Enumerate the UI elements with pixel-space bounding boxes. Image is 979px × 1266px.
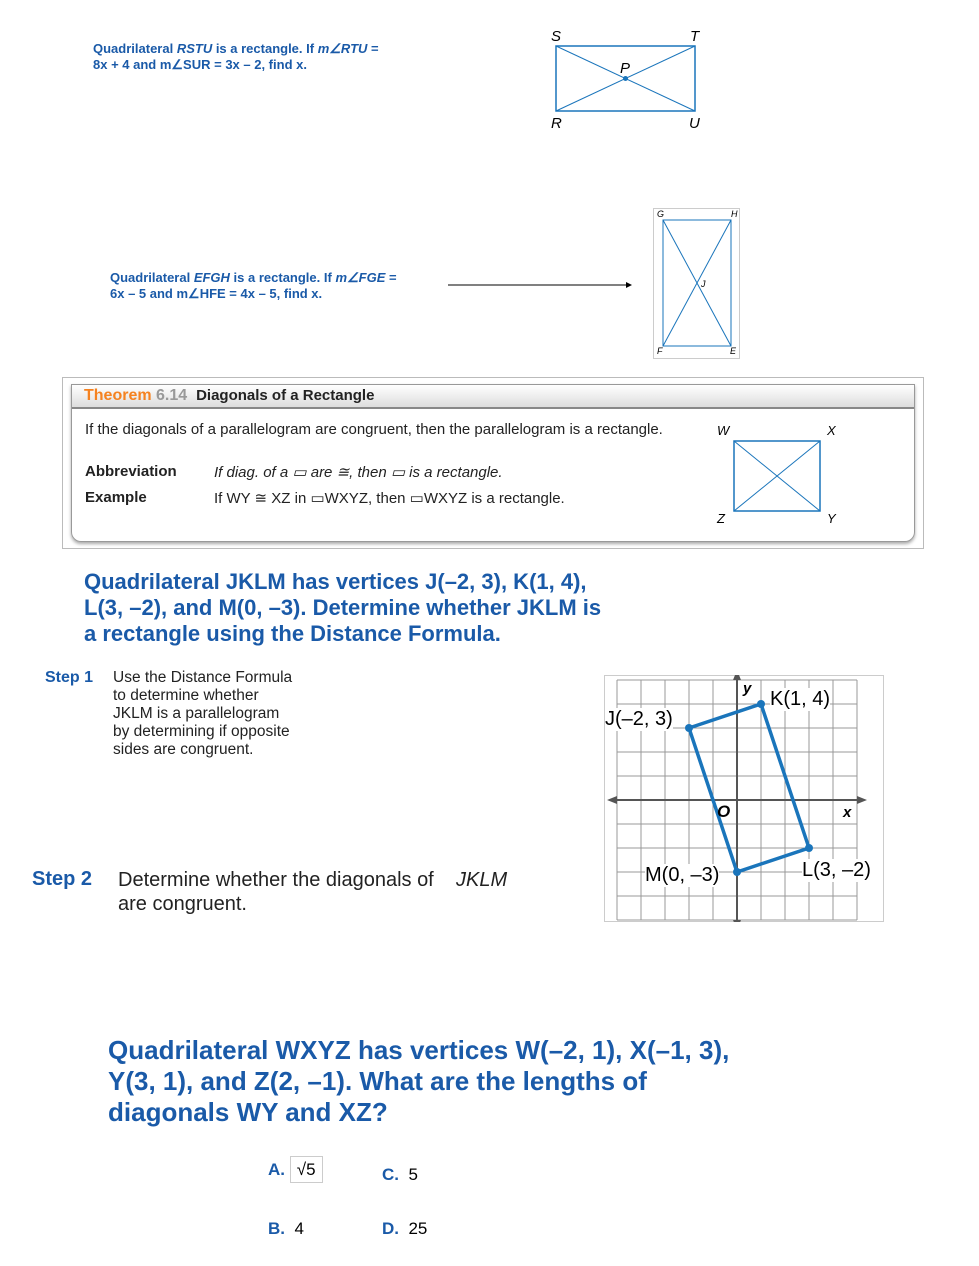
label-r: R <box>551 115 562 132</box>
choice-d[interactable] <box>382 1219 427 1239</box>
t: Abbreviation <box>85 463 177 480</box>
t: Quadrilateral <box>93 41 177 56</box>
t: C. <box>382 1165 399 1184</box>
t: Determine whether the diagonals of <box>118 869 434 891</box>
choice-b[interactable] <box>268 1219 304 1239</box>
t: 25 <box>408 1219 428 1238</box>
label-y: Y <box>827 511 836 526</box>
arrow-left <box>607 796 617 804</box>
theorem-statement: If the diagonals of a parallelogram are congruent, then the parallelogram is a rectangle. <box>85 421 663 438</box>
theorem-title: Diagonals of a Rectangle <box>196 387 375 404</box>
label-h: H <box>731 209 738 219</box>
t: A. <box>268 1160 285 1179</box>
arrow <box>448 280 633 290</box>
point-label-l: L(3, –2) <box>802 859 871 881</box>
quadrilateral-jklm <box>689 704 809 872</box>
t: If WY ≅ XZ in ▭WXYZ, then ▭WXYZ is a rectangle. <box>214 490 565 507</box>
vertex-j <box>685 724 693 732</box>
t: If diag. of a ▭ are ≅, then ▭ is a rectangle. <box>214 464 503 481</box>
step2-text <box>118 868 507 916</box>
choice-a[interactable] <box>268 1160 323 1180</box>
vertex-k <box>757 700 765 708</box>
t: JKLM <box>455 869 508 891</box>
t: Y(3, 1), and Z(2, –1). What are the lengths of <box>108 1066 647 1096</box>
t: diagonals WY and XZ? <box>108 1097 388 1127</box>
t: Theorem <box>84 387 152 404</box>
t: is a rectangle. If <box>229 270 336 285</box>
label-w: W <box>717 423 730 438</box>
vertex-m <box>733 868 741 876</box>
problem3-text <box>84 569 601 647</box>
point-label-j: J(–2, 3) <box>605 708 673 730</box>
t: Example <box>85 489 147 506</box>
arrow-right <box>857 796 867 804</box>
vertex-l <box>805 844 813 852</box>
t: 4 <box>294 1219 304 1238</box>
t: L(3, –2), and M(0, –3). Determine whether JKLM is <box>84 595 602 620</box>
step1-text: Use the Distance Formula to determine whether JKLM is a parallelogram by determining if opposite sides are congruent. <box>113 669 293 758</box>
x-axis-label: x <box>843 804 852 821</box>
point-label-k: K(1, 4) <box>770 688 831 710</box>
t: are congruent. <box>118 893 247 915</box>
t: is a rectangle. If <box>212 41 318 56</box>
label-f: F <box>657 346 663 356</box>
t: = <box>367 41 379 56</box>
rectangle-wxyz-figure <box>733 440 823 515</box>
label-t: T <box>690 28 700 45</box>
theorem-header <box>72 385 914 409</box>
rectangle-efgh-figure <box>653 208 741 360</box>
label-j: J <box>701 279 706 289</box>
t: 6.14 <box>156 387 188 404</box>
y-axis-label: y <box>743 680 752 697</box>
t: Quadrilateral <box>110 270 194 285</box>
label-p: P <box>620 60 631 77</box>
arrow-down <box>733 920 741 922</box>
t: 5 <box>408 1165 418 1184</box>
theorem-box <box>62 377 924 549</box>
t: Quadrilateral WXYZ has vertices W(–2, 1), X(–1, 3), <box>108 1035 730 1065</box>
step1-label: Step 1 <box>45 669 94 686</box>
label-z: Z <box>717 511 725 526</box>
t: D. <box>382 1219 399 1238</box>
t: Quadrilateral JKLM has vertices J(–2, 3), K(1, 4), <box>84 569 587 594</box>
choice-c[interactable] <box>382 1165 418 1185</box>
label-u: U <box>689 115 700 132</box>
label-x: X <box>827 423 836 438</box>
t: = <box>385 270 397 285</box>
t: 6x – 5 and m∠HFE = 4x – 5, find x. <box>110 286 323 301</box>
t: RSTU <box>176 41 213 56</box>
t: √5 <box>290 1156 323 1183</box>
point-label-m: M(0, –3) <box>645 864 720 886</box>
t: EFGH <box>193 270 230 285</box>
t: m∠RTU <box>317 41 368 56</box>
t: a rectangle using the Distance Formula. <box>84 621 501 646</box>
problem4-text <box>108 1035 729 1128</box>
t: m∠FGE <box>335 270 386 285</box>
t: B. <box>268 1219 285 1238</box>
problem2-text <box>110 270 397 302</box>
label-s: S <box>551 28 562 45</box>
origin-label: O <box>717 802 731 821</box>
problem1-text <box>93 41 379 73</box>
label-e: E <box>730 346 737 356</box>
label-g: G <box>657 209 665 219</box>
t: 8x + 4 and m∠SUR = 3x – 2, find x. <box>93 57 307 72</box>
step2-label: Step 2 <box>32 868 93 890</box>
